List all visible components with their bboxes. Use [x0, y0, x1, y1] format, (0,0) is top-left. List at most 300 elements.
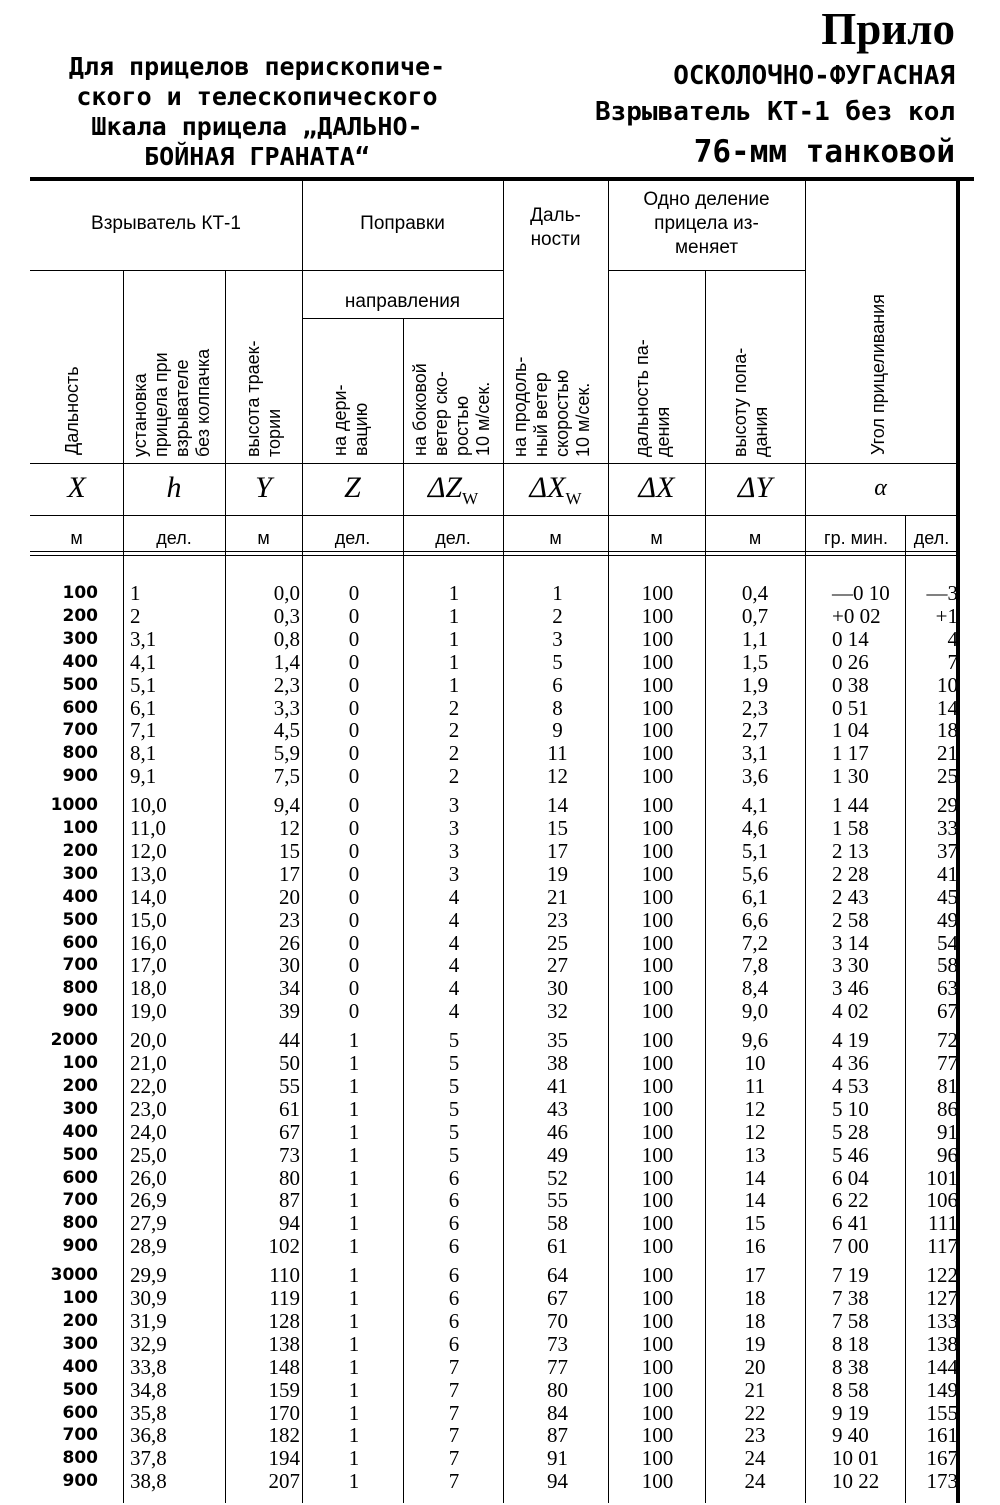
trajectory-height-cell: 61: [279, 1096, 300, 1121]
sight-setting-cell: 17,0: [130, 953, 167, 978]
range-cell: 100: [62, 583, 98, 603]
crosswind-cell: 5: [448, 1142, 460, 1167]
trajectory-height-cell: 128: [268, 1308, 300, 1333]
trajectory-height-cell: 12: [279, 816, 300, 840]
rangewind-cell: 84: [547, 1400, 568, 1425]
sight-setting-cell: 15,0: [130, 907, 167, 932]
rangewind-cell: 8: [552, 695, 563, 720]
impact-range-cell: 100: [641, 1073, 674, 1098]
aim-angle-cell: +0 02: [832, 603, 881, 628]
trajectory-height-cell: 30: [279, 953, 300, 978]
table-row: [0, 651, 1000, 674]
rangewind-cell: 25: [547, 930, 568, 955]
drift-cell: 0: [348, 741, 360, 766]
trajectory-height-cell: 67: [279, 1119, 300, 1144]
aim-angle-div-cell: 122: [926, 1263, 958, 1288]
crosswind-cell: 6: [448, 1234, 460, 1259]
impact-height-cell: 5,1: [741, 838, 769, 863]
aim-angle-cell: 7 38: [832, 1286, 869, 1310]
projectile-type: ОСКОЛОЧНО-ФУГАСНАЯ: [673, 61, 955, 91]
sight-setting-cell: 22,0: [130, 1073, 167, 1098]
impact-range-cell: 100: [641, 1119, 674, 1144]
rangewind-cell: 5: [552, 649, 563, 674]
unit-h: дел.: [156, 528, 192, 548]
aim-angle-cell: 6 22: [832, 1188, 869, 1213]
sight-setting-cell: 1: [130, 581, 141, 605]
impact-height-cell: 23: [744, 1423, 766, 1448]
crosswind-cell: 7: [448, 1423, 460, 1448]
trajectory-height-cell: 1,4: [273, 649, 300, 674]
sight-setting-cell: 25,0: [130, 1142, 167, 1167]
table-row: [0, 1000, 1000, 1023]
table-row: [0, 1356, 1000, 1379]
drift-cell: 1: [348, 1165, 360, 1190]
sight-setting-cell: 27,9: [130, 1211, 167, 1236]
impact-height-cell: 16: [744, 1234, 766, 1259]
impact-height-cell: 14: [744, 1165, 766, 1190]
range-cell: 3000: [50, 1265, 98, 1286]
table-row: [0, 1447, 1000, 1470]
drift-cell: 0: [348, 672, 360, 697]
aim-angle-div-cell: 33: [937, 816, 958, 840]
aim-angle-div-cell: 4: [947, 626, 958, 651]
unit-dzw: дел.: [435, 528, 471, 548]
aim-angle-cell: 10 01: [832, 1446, 880, 1471]
impact-range-cell: 100: [641, 1051, 674, 1075]
crosswind-cell: 6: [448, 1188, 460, 1213]
trajectory-height-cell: 4,5: [273, 718, 300, 743]
rangewind-cell: 6: [552, 672, 563, 697]
sight-setting-cell: 13,0: [130, 861, 167, 886]
sight-setting-cell: 31,9: [130, 1308, 167, 1333]
trajectory-height-cell: 182: [268, 1423, 300, 1448]
crosswind-cell: 1: [448, 626, 460, 651]
aim-angle-cell: 3 46: [832, 976, 869, 1001]
group-direction: направления: [344, 291, 461, 312]
sight-setting-cell: 21,0: [130, 1051, 167, 1075]
rangewind-cell: 38: [547, 1051, 568, 1075]
sight-setting-cell: 8,1: [130, 741, 157, 766]
table-row: [0, 1287, 1000, 1310]
rangewind-cell: 49: [547, 1142, 568, 1167]
rangewind-cell: 91: [547, 1446, 568, 1471]
aim-angle-div-cell: 25: [937, 764, 958, 789]
drift-cell: 0: [348, 861, 360, 886]
crosswind-cell: 1: [448, 672, 460, 697]
trajectory-height-cell: 2,3: [273, 672, 300, 697]
col-title-impact-range: дальность па- дения: [632, 339, 673, 457]
rangewind-cell: 30: [547, 976, 568, 1001]
row-divider: [30, 555, 958, 556]
drift-cell: 1: [348, 1073, 360, 1098]
rangewind-cell: 17: [547, 838, 568, 863]
trajectory-height-cell: 3,3: [273, 695, 300, 720]
crosswind-cell: 4: [448, 976, 460, 1001]
impact-range-cell: 100: [641, 1354, 674, 1379]
impact-height-cell: 3,1: [741, 741, 769, 766]
col-title-drift: на дери- вацию: [330, 384, 371, 456]
impact-height-cell: 6,1: [741, 884, 769, 909]
aim-angle-div-cell: 81: [937, 1073, 958, 1098]
aim-angle-cell: 0 14: [832, 626, 869, 651]
impact-range-cell: 100: [641, 953, 674, 978]
impact-range-cell: 100: [641, 718, 674, 743]
crosswind-cell: 3: [448, 838, 460, 863]
drift-cell: 1: [348, 1469, 360, 1494]
trajectory-height-cell: 5,9: [273, 741, 300, 766]
impact-height-cell: 11: [744, 1073, 766, 1098]
aim-angle-cell: 4 19: [832, 1028, 869, 1053]
impact-height-cell: 24: [744, 1469, 766, 1494]
row-divider: [608, 270, 805, 271]
impact-range-cell: 100: [641, 672, 674, 697]
drift-cell: 1: [348, 1188, 360, 1213]
impact-range-cell: 100: [641, 1469, 674, 1494]
impact-range-cell: 100: [641, 1286, 674, 1310]
aim-angle-div-cell: —3: [926, 581, 958, 605]
rangewind-cell: 64: [547, 1263, 568, 1288]
symbol-dy: ΔY: [737, 471, 773, 504]
aim-angle-div-cell: 133: [926, 1308, 958, 1333]
table-row: [0, 932, 1000, 955]
aim-angle-cell: 1 30: [832, 764, 869, 789]
range-cell: 2000: [50, 1030, 98, 1051]
impact-range-cell: 100: [641, 861, 674, 886]
aim-angle-div-cell: 14: [937, 695, 958, 720]
trajectory-height-cell: 148: [268, 1354, 300, 1379]
sight-setting-cell: 32,9: [130, 1331, 167, 1356]
trajectory-height-cell: 119: [269, 1286, 300, 1310]
aim-angle-cell: 5 46: [832, 1142, 869, 1167]
impact-height-cell: 1,5: [741, 649, 769, 674]
impact-height-cell: 1,1: [741, 626, 769, 651]
impact-range-cell: 100: [641, 741, 674, 766]
table-row: [0, 582, 1000, 605]
crosswind-cell: 4: [448, 930, 460, 955]
rangewind-cell: 35: [547, 1028, 568, 1053]
aim-angle-cell: 0 26: [832, 649, 869, 674]
drift-cell: 1: [348, 1446, 360, 1471]
aim-angle-cell: 1 17: [832, 741, 869, 766]
symbol-dxw-sub: W: [565, 489, 582, 508]
impact-range-cell: 100: [641, 793, 674, 818]
impact-range-cell: 100: [641, 1028, 674, 1053]
range-cell: 300: [62, 628, 98, 649]
rangewind-cell: 21: [547, 884, 568, 909]
impact-range-cell: 100: [641, 976, 674, 1001]
col-title-crosswind: на боковой ветер ско- ростью 10 м/сек.: [410, 363, 493, 456]
sight-setting-cell: 2: [130, 603, 141, 628]
drift-cell: 0: [348, 976, 360, 1001]
drift-cell: 1: [348, 1286, 360, 1310]
impact-range-cell: 100: [641, 581, 674, 605]
range-cell: 600: [62, 932, 98, 953]
sight-setting-cell: 10,0: [130, 793, 167, 818]
range-cell: 900: [62, 766, 98, 787]
aim-angle-div-cell: 67: [937, 999, 958, 1024]
aim-angle-cell: 7 19: [832, 1263, 869, 1288]
trajectory-height-cell: 26: [279, 930, 300, 955]
sight-setting-cell: 4,1: [130, 649, 157, 674]
trajectory-height-cell: 110: [269, 1263, 300, 1288]
sight-setting-cell: 16,0: [130, 930, 167, 955]
unit-angle-deg-min: гр. мин.: [824, 528, 888, 548]
table-row: [0, 1310, 1000, 1333]
impact-range-cell: 100: [641, 1234, 674, 1259]
range-cell: 200: [62, 840, 98, 861]
trajectory-height-cell: 194: [268, 1446, 300, 1471]
drift-cell: 0: [348, 999, 360, 1024]
aim-angle-div-cell: 149: [926, 1377, 958, 1402]
impact-range-cell: 100: [641, 1400, 674, 1425]
impact-height-cell: 17: [744, 1263, 766, 1288]
impact-height-cell: 21: [744, 1377, 766, 1402]
rangewind-cell: 41: [547, 1073, 568, 1098]
sight-setting-cell: 26,9: [130, 1188, 167, 1213]
aim-angle-cell: 7 00: [832, 1234, 869, 1259]
impact-range-cell: 100: [641, 999, 674, 1024]
rangewind-cell: 23: [547, 907, 568, 932]
drift-cell: 1: [348, 1423, 360, 1448]
aim-angle-div-cell: 138: [926, 1331, 958, 1356]
crosswind-cell: 6: [448, 1211, 460, 1236]
impact-range-cell: 100: [641, 1096, 674, 1121]
drift-cell: 1: [348, 1211, 360, 1236]
rangewind-cell: 27: [547, 953, 568, 978]
drift-cell: 1: [348, 1377, 360, 1402]
aim-angle-cell: 5 28: [832, 1119, 869, 1144]
sight-setting-cell: 29,9: [130, 1263, 167, 1288]
drift-cell: 1: [348, 1354, 360, 1379]
crosswind-cell: 1: [448, 603, 460, 628]
col-title-impact-height: высоту попа- дания: [730, 347, 771, 457]
aim-angle-div-cell: 155: [926, 1400, 958, 1425]
crosswind-cell: 5: [448, 1028, 460, 1053]
group-one-division: Одно деление прицела из- меняет: [643, 189, 770, 258]
aim-angle-cell: 8 58: [832, 1377, 869, 1402]
trajectory-height-cell: 39: [279, 999, 300, 1024]
aim-angle-cell: 3 30: [832, 953, 869, 978]
aim-angle-cell: 1 58: [832, 816, 869, 840]
rangewind-cell: 11: [547, 741, 568, 766]
trajectory-height-cell: 170: [268, 1400, 300, 1425]
aim-angle-div-cell: 77: [937, 1051, 958, 1075]
range-cell: 100: [62, 818, 98, 838]
rangewind-cell: 70: [547, 1308, 568, 1333]
drift-cell: 1: [348, 1331, 360, 1356]
range-cell: 100: [62, 1053, 98, 1073]
trajectory-height-cell: 0,3: [273, 603, 300, 628]
table-row: [0, 1264, 1000, 1287]
aim-angle-div-cell: 101: [926, 1165, 958, 1190]
impact-range-cell: 100: [641, 1446, 674, 1471]
aim-angle-div-cell: 127: [926, 1286, 958, 1310]
aim-angle-div-cell: 7: [947, 649, 958, 674]
aim-angle-div-cell: 29: [937, 793, 958, 818]
table-row: [0, 1424, 1000, 1447]
sight-setting-cell: 37,8: [130, 1446, 167, 1471]
table-row: [0, 863, 1000, 886]
drift-cell: 0: [348, 953, 360, 978]
impact-height-cell: 24: [744, 1446, 766, 1471]
impact-height-cell: 9,0: [741, 999, 769, 1024]
symbol-z: Z: [344, 471, 361, 504]
aim-angle-div-cell: 161: [926, 1423, 958, 1448]
drift-cell: 0: [348, 626, 360, 651]
table-row: [0, 765, 1000, 788]
rangewind-cell: 87: [547, 1423, 568, 1448]
drift-cell: 0: [348, 695, 360, 720]
aim-angle-div-cell: 173: [926, 1469, 958, 1494]
drift-cell: 1: [348, 1234, 360, 1259]
sight-setting-cell: 9,1: [130, 764, 157, 789]
col-title-aim-angle: Угол прицеливания: [868, 294, 888, 455]
trajectory-height-cell: 9,4: [273, 793, 300, 818]
header-left: [22, 52, 492, 172]
range-cell: 900: [62, 1001, 98, 1022]
drift-cell: 0: [348, 764, 360, 789]
impact-height-cell: 12: [744, 1096, 766, 1121]
crosswind-cell: 7: [448, 1377, 460, 1402]
trajectory-height-cell: 0,0: [273, 581, 300, 605]
impact-range-cell: 100: [641, 1142, 674, 1167]
impact-range-cell: 100: [641, 649, 674, 674]
header-left-line: Шкала прицела „ДАЛЬНО-: [91, 112, 423, 141]
aim-angle-cell: 6 41: [832, 1211, 869, 1236]
impact-range-cell: 100: [641, 1211, 674, 1236]
impact-range-cell: 100: [641, 1263, 674, 1288]
sight-setting-cell: 18,0: [130, 976, 167, 1001]
gun-line: 76-мм танковой: [693, 134, 955, 170]
aim-angle-div-cell: 10: [937, 672, 958, 697]
range-cell: 100: [62, 1288, 98, 1308]
table-row: [0, 1333, 1000, 1356]
range-cell: 900: [62, 1236, 98, 1257]
trajectory-height-cell: 44: [279, 1028, 300, 1053]
table-row: [0, 1121, 1000, 1144]
symbol-dzw-sub: W: [462, 489, 479, 508]
aim-angle-cell: 4 36: [832, 1051, 869, 1075]
sight-setting-cell: 38,8: [130, 1469, 167, 1494]
aim-angle-div-cell: 37: [937, 838, 958, 863]
trajectory-height-cell: 207: [268, 1469, 300, 1494]
unit-dy: м: [748, 528, 762, 548]
fuze-line: Взрыватель КТ-1 без кол: [594, 97, 955, 127]
drift-cell: 0: [348, 816, 360, 840]
impact-range-cell: 100: [641, 603, 674, 628]
row-divider: [30, 551, 958, 552]
symbol-y: Y: [255, 471, 272, 504]
aim-angle-div-cell: 91: [937, 1119, 958, 1144]
aim-angle-div-cell: 49: [937, 907, 958, 932]
table-row: [0, 742, 1000, 765]
range-cell: 500: [62, 1379, 98, 1400]
trajectory-height-cell: 0,8: [273, 626, 300, 651]
aim-angle-div-cell: 106: [926, 1188, 958, 1213]
rangewind-cell: 46: [547, 1119, 568, 1144]
impact-height-cell: 5,6: [741, 861, 769, 886]
rangewind-cell: 19: [547, 861, 568, 886]
range-cell: 300: [62, 1333, 98, 1354]
symbol-dx: ΔX: [638, 471, 675, 504]
drift-cell: 0: [348, 793, 360, 818]
impact-range-cell: 100: [641, 695, 674, 720]
table-row: [0, 1029, 1000, 1052]
rangewind-cell: 14: [547, 793, 568, 818]
trajectory-height-cell: 55: [279, 1073, 300, 1098]
sight-setting-cell: 30,9: [130, 1286, 167, 1310]
impact-height-cell: 0,4: [741, 581, 769, 605]
table-row: [0, 1052, 1000, 1075]
header-right: [595, 58, 955, 170]
crosswind-cell: 1: [448, 581, 460, 605]
range-cell: 600: [62, 1402, 98, 1423]
impact-height-cell: 19: [744, 1331, 766, 1356]
trajectory-height-cell: 159: [268, 1377, 300, 1402]
impact-height-cell: 6,6: [741, 907, 769, 932]
crosswind-cell: 6: [448, 1286, 460, 1310]
impact-height-cell: 0,7: [741, 603, 769, 628]
table-row: [0, 1144, 1000, 1167]
aim-angle-cell: 6 04: [832, 1165, 869, 1190]
rangewind-cell: 55: [547, 1188, 568, 1213]
crosswind-cell: 3: [448, 816, 460, 840]
drift-cell: 0: [348, 603, 360, 628]
aim-angle-div-cell: 117: [927, 1234, 958, 1259]
range-cell: 700: [62, 1425, 98, 1446]
rangewind-cell: 52: [547, 1165, 568, 1190]
table-row: [0, 1075, 1000, 1098]
drift-cell: 0: [348, 581, 360, 605]
col-title-trajectory-height: высота траек- тории: [243, 340, 284, 457]
aim-angle-div-cell: 144: [926, 1354, 958, 1379]
drift-cell: 1: [348, 1142, 360, 1167]
impact-height-cell: 2,3: [741, 695, 769, 720]
trajectory-height-cell: 15: [279, 838, 300, 863]
crosswind-cell: 7: [448, 1354, 460, 1379]
trajectory-height-cell: 73: [279, 1142, 300, 1167]
crosswind-cell: 6: [448, 1263, 460, 1288]
range-cell: 900: [62, 1471, 98, 1492]
header-left-line: БОЙНАЯ ГРАНАТА“: [144, 142, 370, 171]
trajectory-height-cell: 23: [279, 907, 300, 932]
trajectory-height-cell: 20: [279, 884, 300, 909]
symbol-dxw: [503, 468, 608, 519]
crosswind-cell: 4: [448, 999, 460, 1024]
range-cell: 300: [62, 1098, 98, 1119]
range-cell: 700: [62, 1190, 98, 1211]
rangewind-cell: 32: [547, 999, 568, 1024]
aim-angle-cell: 7 58: [832, 1308, 869, 1333]
drift-cell: 1: [348, 1263, 360, 1288]
drift-cell: 1: [348, 1119, 360, 1144]
aim-angle-cell: 1 44: [832, 793, 869, 818]
unit-dxw: м: [549, 528, 562, 548]
table-row: [0, 1167, 1000, 1190]
aim-angle-div-cell: 63: [937, 976, 958, 1001]
trajectory-height-cell: 102: [268, 1234, 300, 1259]
crosswind-cell: 7: [448, 1446, 460, 1471]
trajectory-height-cell: 138: [268, 1331, 300, 1356]
aim-angle-div-cell: 111: [928, 1211, 958, 1236]
rangewind-cell: 9: [552, 718, 563, 743]
drift-cell: 0: [348, 838, 360, 863]
impact-range-cell: 100: [641, 626, 674, 651]
symbol-alpha: α: [874, 475, 887, 501]
table-row: [0, 674, 1000, 697]
group-range: Даль- ности: [530, 205, 581, 250]
trajectory-height-cell: 87: [279, 1188, 300, 1213]
